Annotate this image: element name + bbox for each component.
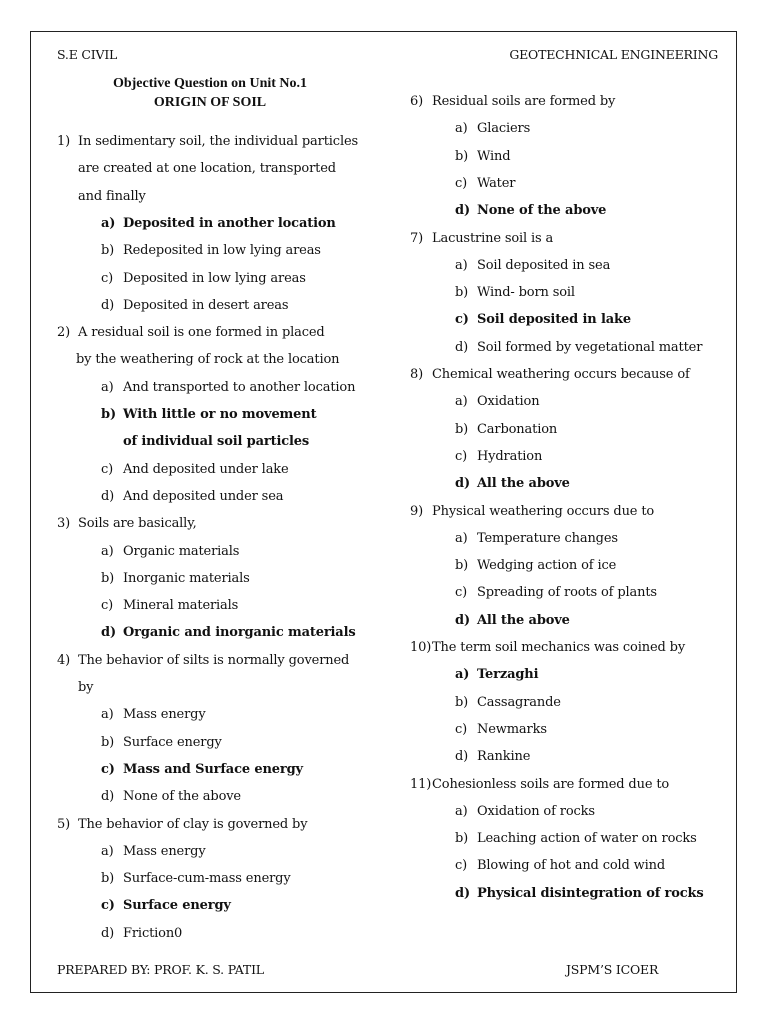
question-text (57, 817, 307, 832)
answer-option (455, 449, 542, 464)
option-text: Deposited in low lying areas (123, 270, 306, 286)
option-label: d) (101, 625, 116, 641)
question-line: Soils are basically, (78, 516, 197, 532)
question-line: A residual soil is one formed in placed (78, 325, 325, 341)
footer-institute: JSPM’S ICOER (566, 962, 659, 977)
option-label: c) (101, 898, 115, 914)
answer-option (101, 298, 288, 313)
question-line: Chemical weathering occurs because of (432, 367, 690, 382)
question-line: Lacustrine soil is a (432, 230, 554, 246)
option-label: b) (101, 243, 115, 259)
option-text: Leaching action of water on rocks (477, 831, 697, 847)
option-text: Physical disintegration of rocks (477, 885, 704, 901)
option-text: None of the above (477, 203, 607, 219)
answer-option (455, 749, 530, 764)
option-text: Wind (477, 148, 511, 164)
option-text: Oxidation of rocks (477, 803, 595, 819)
question-line: The behavior of clay is governed by (78, 816, 308, 832)
answer-option (101, 844, 206, 859)
option-label: c) (455, 175, 468, 191)
answer-option (101, 789, 241, 804)
option-label: b) (101, 570, 115, 586)
answer-option (455, 121, 530, 136)
option-label: a) (455, 394, 468, 410)
footer-prepared-by: PREPARED BY: PROF. K. S. PATIL (57, 962, 264, 977)
question-number: 8) (410, 367, 424, 382)
option-label: d) (101, 925, 115, 941)
option-label: c) (101, 461, 114, 477)
option-text: Mass and Surface energy (123, 761, 303, 777)
option-text: Cassagrande (477, 694, 561, 710)
answer-option (101, 926, 182, 941)
option-label: c) (455, 858, 468, 874)
option-text: Water (477, 175, 516, 191)
option-label: a) (455, 530, 468, 546)
option-label: a) (455, 667, 470, 683)
option-label: b) (101, 407, 116, 422)
answer-option (455, 422, 557, 437)
answer-option (455, 585, 657, 600)
option-label: a) (455, 257, 468, 273)
answer-option (101, 598, 238, 613)
answer-option-correct (101, 762, 303, 777)
option-text: With little or no movement (123, 407, 317, 422)
option-text: Blowing of hot and cold wind (477, 858, 666, 874)
option-label: d) (455, 339, 469, 355)
option-label: a) (101, 843, 114, 859)
option-label: a) (455, 121, 468, 137)
question-line: by (78, 680, 94, 695)
option-label: b) (455, 148, 469, 164)
option-text: Hydration (477, 448, 543, 464)
question-number: 5) (57, 816, 71, 832)
answer-option (101, 243, 321, 258)
option-text: Temperature changes (477, 530, 618, 546)
question-number: 6) (410, 94, 424, 109)
answer-option-correct (455, 476, 570, 491)
question-line: In sedimentary soil, the individual particles (78, 134, 359, 149)
answer-option (455, 340, 702, 355)
option-text: Soil formed by vegetational matter (477, 339, 703, 355)
option-text: Mass energy (123, 707, 206, 723)
option-text: None of the above (123, 789, 241, 805)
option-label: c) (455, 448, 468, 464)
question-line: by the weathering of rock at the location (76, 352, 340, 368)
answer-option-correct (455, 312, 631, 327)
question-line: The behavior of silts is normally governed (78, 652, 350, 668)
question-text (57, 516, 197, 531)
option-text: Mass energy (123, 843, 206, 859)
option-text: And deposited under lake (123, 461, 289, 477)
option-label: c) (455, 585, 468, 601)
option-label: d) (455, 749, 469, 765)
option-label: b) (101, 871, 115, 887)
option-label: b) (101, 734, 115, 750)
option-text: Soil deposited in lake (477, 312, 631, 328)
option-text: Wedging action of ice (477, 558, 617, 574)
option-label: a) (101, 379, 114, 395)
question-text (57, 134, 358, 149)
option-text: Rankine (477, 749, 531, 765)
option-label: a) (101, 215, 116, 231)
answer-option (455, 558, 616, 573)
question-number: 1) (57, 134, 71, 149)
question-number: 10) (410, 640, 432, 655)
option-text: Surface-cum-mass energy (123, 871, 291, 887)
option-label: d) (455, 203, 470, 219)
option-label: b) (455, 421, 469, 437)
answer-option-correct (101, 216, 336, 231)
question-line: Physical weathering occurs due to (432, 503, 655, 519)
question-text (57, 325, 325, 340)
option-label: d) (455, 476, 470, 492)
answer-option-correct (455, 613, 570, 628)
question-number: 11) (410, 776, 432, 792)
option-text: Surface energy (123, 898, 231, 914)
question-text (410, 367, 690, 382)
answer-option (101, 489, 283, 504)
option-text: All the above (477, 476, 570, 492)
question-number: 7) (410, 230, 424, 246)
answer-option (101, 707, 206, 722)
option-label: d) (101, 488, 115, 504)
option-text: Mineral materials (123, 598, 239, 614)
answer-option-correct (455, 667, 538, 682)
option-text: And deposited under sea (123, 488, 284, 504)
option-label: a) (101, 543, 114, 559)
answer-option-correct (101, 407, 316, 422)
question-number: 9) (410, 503, 424, 519)
answer-option (455, 258, 610, 273)
option-text: Wind- born soil (477, 285, 575, 301)
page-title: ORIGIN OF SOIL (153, 95, 267, 110)
answer-option (455, 722, 547, 737)
option-text: Friction0 (123, 925, 183, 941)
option-text: Surface energy (123, 734, 222, 750)
option-label: c) (455, 312, 469, 328)
question-number: 3) (57, 516, 71, 532)
option-text: Terzaghi (477, 667, 539, 683)
answer-option (455, 858, 665, 873)
option-text: Redeposited in low lying areas (123, 243, 321, 259)
question-text (410, 231, 553, 246)
option-text: Organic materials (123, 543, 240, 559)
answer-option (455, 804, 595, 819)
option-label: d) (101, 789, 115, 805)
question-number: 4) (57, 652, 71, 668)
answer-option (455, 394, 539, 409)
answer-option-correct (101, 898, 231, 913)
option-label: b) (455, 285, 469, 301)
option-text: Soil deposited in sea (477, 257, 611, 273)
header-course: S.E CIVIL (57, 47, 118, 62)
option-text: Inorganic materials (123, 570, 250, 586)
option-label: d) (101, 297, 115, 313)
question-line: Cohesionless soils are formed due to (432, 776, 670, 792)
option-label: b) (455, 831, 469, 847)
option-text: Spreading of roots of plants (477, 585, 657, 601)
answer-option (455, 531, 618, 546)
option-text: All the above (477, 612, 570, 628)
option-label: a) (455, 803, 468, 819)
question-text (410, 94, 615, 109)
answer-option (101, 271, 306, 286)
question-number: 2) (57, 325, 71, 341)
option-text: Newmarks (477, 721, 547, 737)
option-label: c) (455, 721, 468, 737)
question-line: are created at one location, transported (78, 161, 336, 177)
answer-option (455, 176, 515, 191)
option-label: d) (455, 612, 470, 628)
option-text: Carbonation (477, 421, 558, 437)
option-label: a) (101, 707, 114, 723)
question-text (410, 640, 685, 655)
answer-option-correct (101, 625, 356, 640)
answer-option (101, 462, 289, 477)
answer-option (101, 571, 250, 586)
option-label: c) (101, 270, 114, 286)
question-line: Residual soils are formed by (432, 94, 616, 109)
option-label: d) (455, 885, 470, 901)
option-text: Deposited in desert areas (123, 297, 289, 313)
answer-option (455, 149, 510, 164)
question-text (410, 504, 654, 519)
question-line: and finally (78, 188, 146, 204)
option-text: Glaciers (477, 121, 531, 137)
option-text: Oxidation (477, 394, 540, 410)
answer-option-correct (455, 886, 704, 901)
option-text: Deposited in another location (123, 215, 336, 231)
option-text: And transported to another location (123, 379, 356, 395)
option-label: c) (101, 598, 114, 614)
answer-option (101, 735, 222, 750)
option-label: b) (455, 694, 469, 710)
option-text-continued: of individual soil particles (123, 434, 310, 450)
header-subject: GEOTECHNICAL ENGINEERING (509, 47, 718, 62)
question-text (410, 777, 669, 792)
question-text (57, 653, 349, 668)
option-text: Organic and inorganic materials (123, 625, 356, 641)
answer-option (101, 380, 355, 395)
answer-option (455, 285, 575, 300)
answer-option (455, 831, 697, 846)
question-line: The term soil mechanics was coined by (432, 640, 686, 655)
answer-option (455, 695, 561, 710)
option-label: b) (455, 558, 469, 574)
title-line-1: Objective Question on Unit No.1 (112, 76, 308, 91)
option-label: c) (101, 761, 115, 777)
answer-option-correct (455, 203, 606, 218)
answer-option (101, 871, 291, 886)
answer-option (101, 544, 239, 559)
